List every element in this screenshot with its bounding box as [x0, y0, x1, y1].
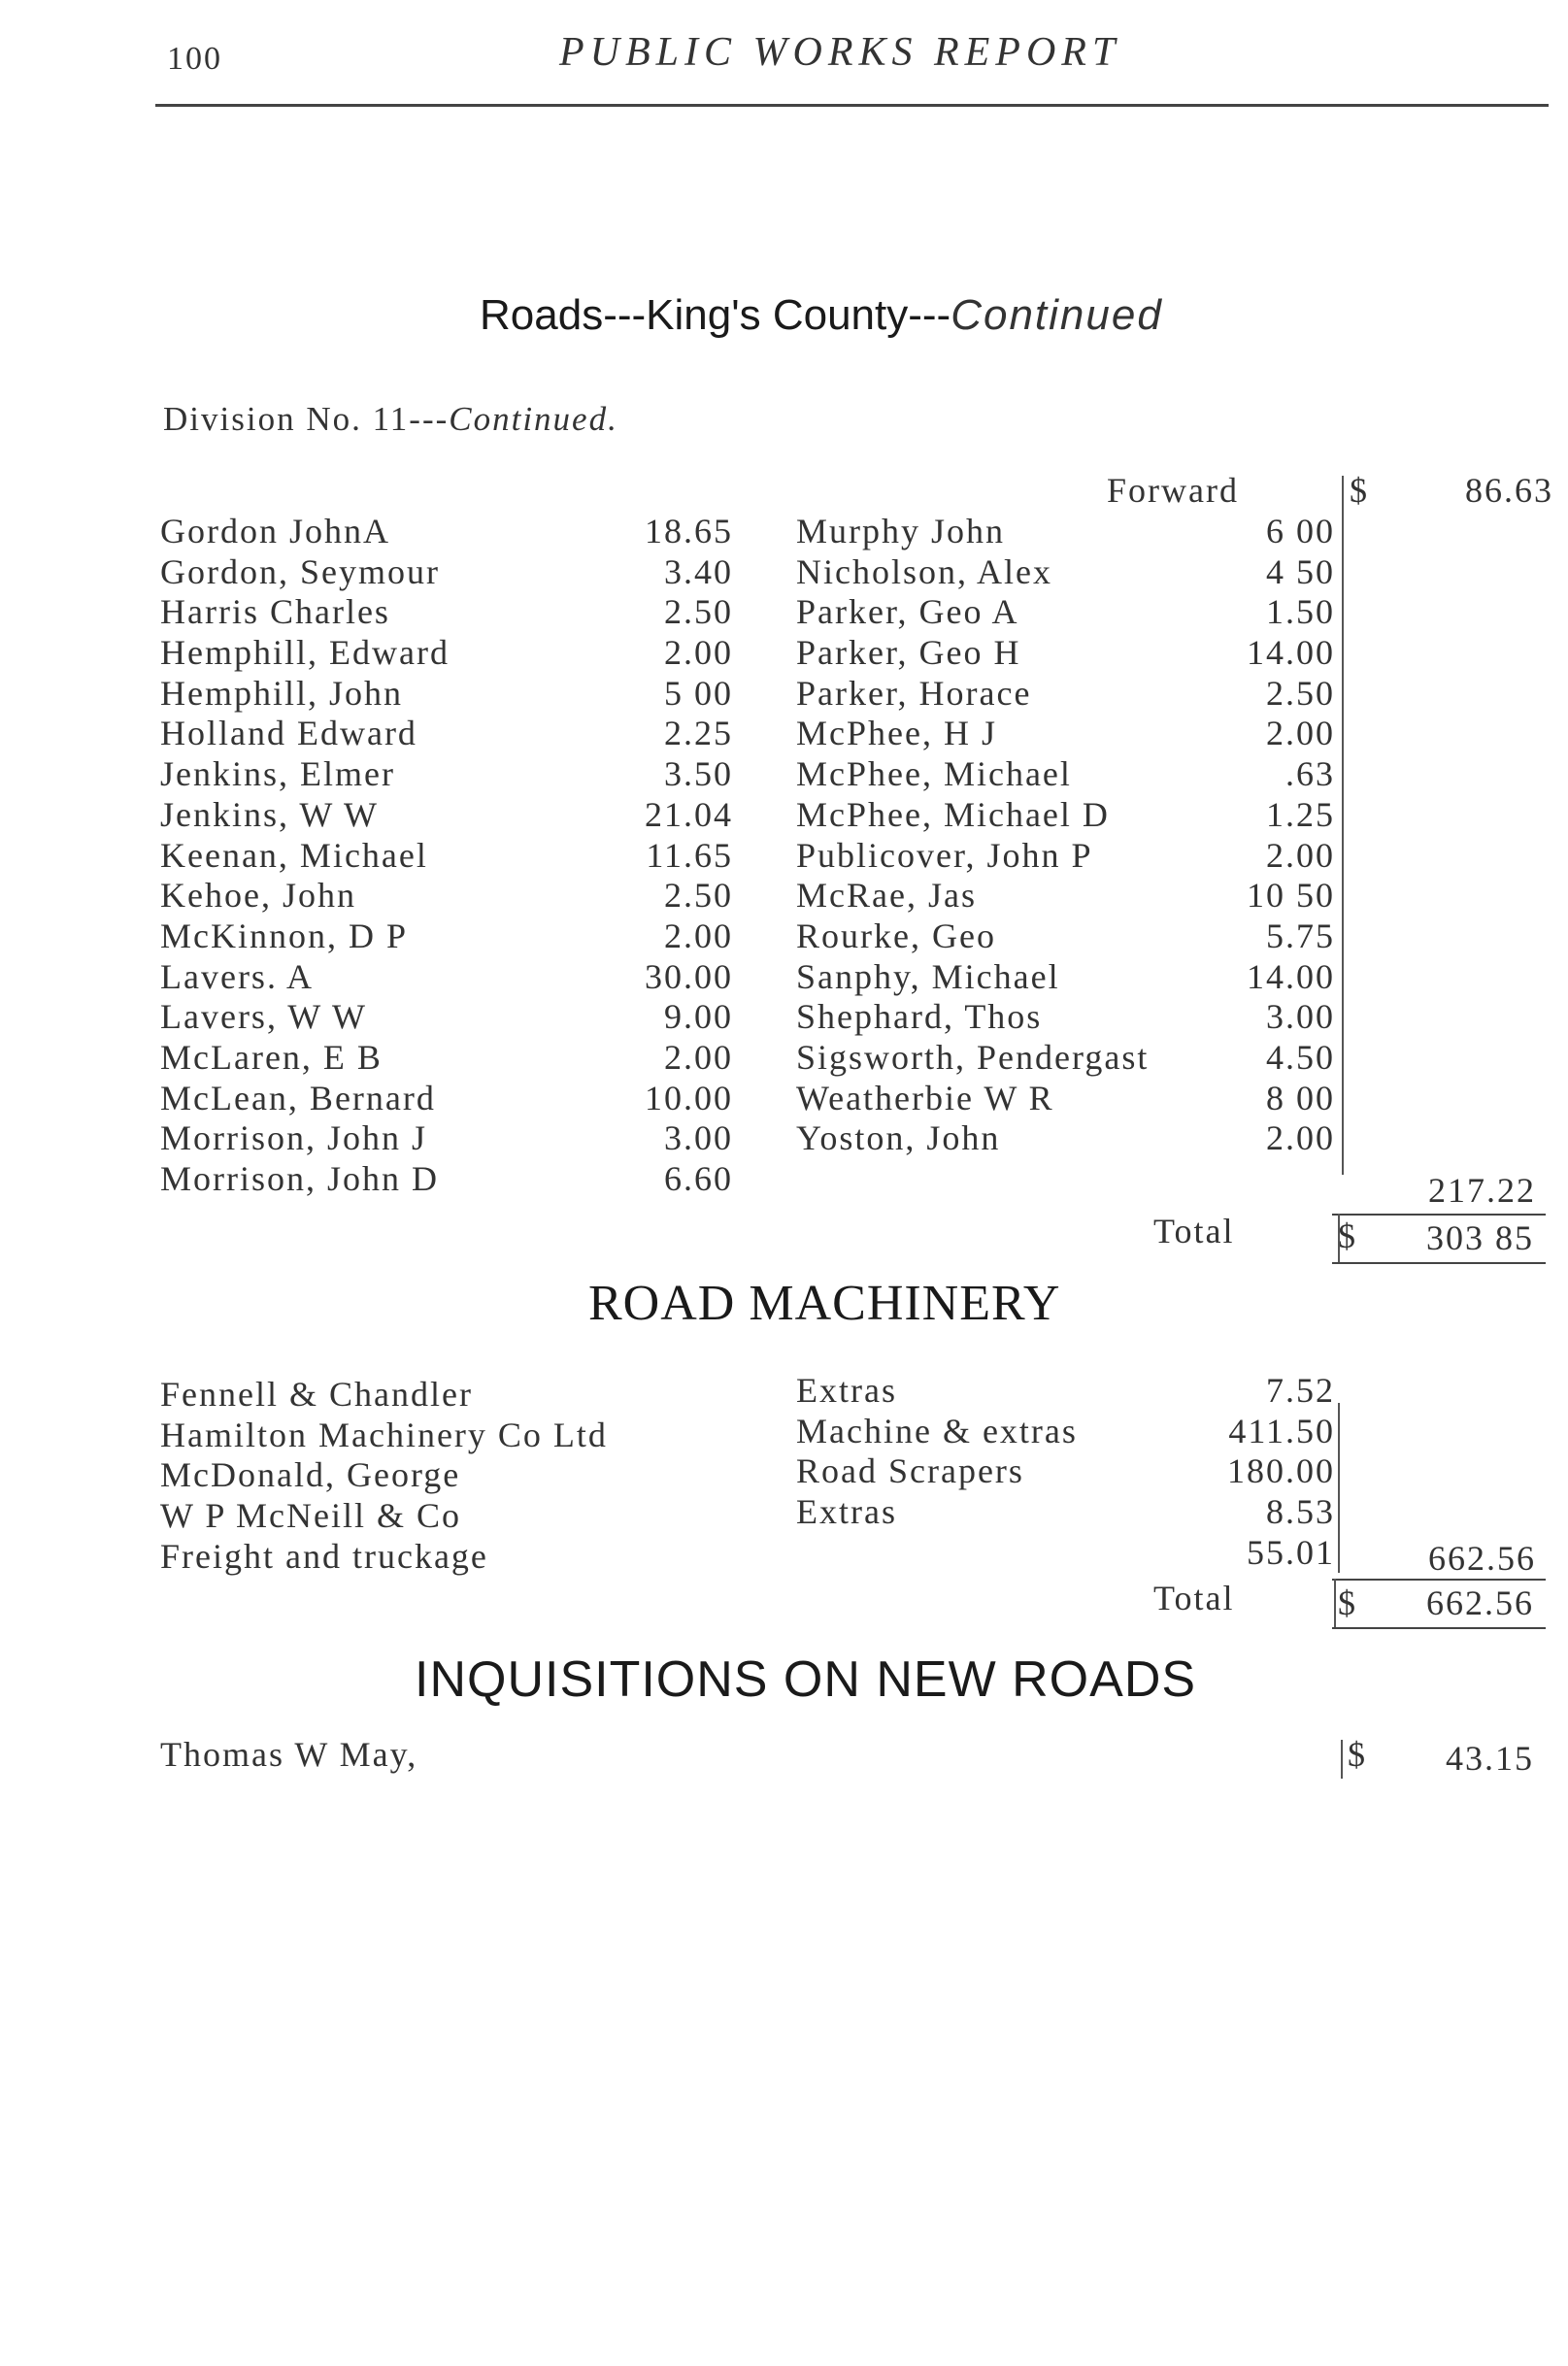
left-entry-name: Morrison, John D	[160, 1159, 440, 1198]
left-entry	[160, 754, 733, 795]
right-entry-amount: 3.00	[1266, 997, 1335, 1037]
right-entry-amount: 4 50	[1266, 551, 1335, 591]
left-entry-name: Hemphill, John	[160, 673, 403, 713]
right-entry	[796, 512, 1335, 552]
machinery-item	[796, 1371, 1335, 1412]
right-entry-name: Yoston, John	[796, 1118, 1001, 1158]
right-entry	[796, 592, 1335, 633]
forward-amount: 86.63	[1465, 471, 1553, 510]
left-entry-name: Jenkins, Elmer	[160, 754, 395, 794]
right-entry	[796, 1038, 1335, 1079]
right-entry-name: Parker, Geo A	[796, 592, 1019, 632]
right-entry-name: McPhee, Michael D	[796, 794, 1110, 834]
division-label	[163, 400, 618, 439]
right-entry	[796, 674, 1335, 715]
left-entry-amount: 6.60	[664, 1159, 733, 1198]
left-entry-amount: 9.00	[664, 997, 733, 1037]
machinery-item-amount: 8.53	[1266, 1492, 1335, 1532]
left-entry	[160, 916, 733, 957]
machinery-item	[796, 1492, 1335, 1533]
road-machinery-vendors	[160, 1375, 743, 1577]
machinery-item-name: Extras	[796, 1371, 897, 1410]
left-entry-amount: 5 00	[664, 673, 733, 713]
right-entry-name: Publicover, John P	[796, 835, 1093, 875]
inquisitions-dollar: $	[1348, 1735, 1367, 1774]
road-machinery-total-dollar: $	[1338, 1583, 1357, 1622]
section-title	[480, 291, 1163, 340]
machinery-subtotal-rule	[1332, 1579, 1546, 1581]
machinery-vendor-name: McDonald, George	[160, 1455, 461, 1495]
left-entry-amount: 2.00	[664, 916, 733, 955]
left-entry	[160, 876, 733, 916]
section-title-continued: Continued	[951, 291, 1163, 339]
right-entry-name: McPhee, Michael	[796, 754, 1072, 794]
left-entry-amount: 30.00	[645, 956, 733, 996]
machinery-item-amount: 411.50	[1228, 1411, 1335, 1450]
left-entry-name: Kehoe, John	[160, 876, 356, 916]
right-entry	[796, 552, 1335, 593]
right-entry-name: McPhee, H J	[796, 714, 997, 753]
left-entry	[160, 997, 733, 1038]
machinery-item-name: Extras	[796, 1492, 897, 1532]
right-entry-amount: 14.00	[1247, 633, 1335, 673]
left-entry-amount: 3.40	[664, 551, 733, 591]
left-entry-name: McLean, Bernard	[160, 1078, 436, 1117]
left-entry	[160, 512, 733, 552]
left-entry	[160, 1118, 733, 1159]
right-entry-name: Sigsworth, Pendergast	[796, 1037, 1150, 1077]
machinery-amount-rule	[1338, 1403, 1340, 1573]
left-entry	[160, 552, 733, 593]
inquisitions-amount: 43.15	[1446, 1739, 1534, 1778]
right-entry-amount: 1.50	[1266, 592, 1335, 632]
road-machinery-items	[796, 1371, 1335, 1573]
right-entry-amount: 2.00	[1266, 835, 1335, 875]
inquisitions-name: Thomas W May,	[160, 1735, 418, 1774]
left-entry-name: Holland Edward	[160, 714, 417, 753]
left-entry-name: Hemphill, Edward	[160, 633, 450, 673]
right-entry-name: Rourke, Geo	[796, 916, 996, 955]
division-total-amount: 303 85	[1426, 1218, 1534, 1257]
division-subtotal: 217.22	[1428, 1171, 1536, 1210]
subtotal-rule	[1332, 1214, 1546, 1216]
right-entry-amount: 2.00	[1266, 1118, 1335, 1158]
road-machinery-total-amount: 662.56	[1426, 1583, 1534, 1622]
right-entry	[796, 754, 1335, 795]
right-entry	[796, 916, 1335, 957]
machinery-vendor	[160, 1455, 743, 1496]
left-entry-name: Gordon, Seymour	[160, 551, 440, 591]
machinery-vendor	[160, 1496, 743, 1537]
machinery-total-rule-vertical	[1334, 1579, 1336, 1627]
machinery-item	[796, 1412, 1335, 1452]
left-entry-name: Jenkins, W W	[160, 794, 380, 834]
right-entry	[796, 836, 1335, 877]
right-entry-amount: 14.00	[1247, 956, 1335, 996]
section-title-main: Roads---King's County---	[480, 291, 951, 339]
right-entry-amount: 2.50	[1266, 673, 1335, 713]
left-entry	[160, 957, 733, 998]
machinery-item	[796, 1533, 1335, 1574]
machinery-item-name: Machine & extras	[796, 1411, 1078, 1450]
machinery-vendor	[160, 1537, 743, 1578]
left-entry-list	[160, 512, 733, 1200]
right-entry-amount: 10 50	[1247, 876, 1335, 916]
right-entry-amount: 6 00	[1266, 512, 1335, 550]
right-entry-amount: 8 00	[1266, 1078, 1335, 1117]
machinery-vendor	[160, 1416, 743, 1456]
left-entry-name: Lavers, W W	[160, 997, 367, 1037]
left-entry-amount: 2.00	[664, 633, 733, 673]
inquisitions-rule	[1341, 1740, 1343, 1779]
right-entry	[796, 633, 1335, 674]
machinery-item-amount: 180.00	[1227, 1451, 1335, 1491]
machinery-vendor-name: Fennell & Chandler	[160, 1375, 473, 1414]
right-entry-name: Sanphy, Michael	[796, 956, 1060, 996]
right-entry	[796, 957, 1335, 998]
left-entry	[160, 674, 733, 715]
amount-column-rule	[1342, 476, 1344, 1175]
machinery-item-name: Road Scrapers	[796, 1451, 1024, 1491]
left-entry-name: Harris Charles	[160, 592, 390, 632]
right-entry-amount: 2.00	[1266, 714, 1335, 753]
right-entry-name: Nicholson, Alex	[796, 551, 1052, 591]
left-entry-amount: 2.25	[664, 714, 733, 753]
right-entry	[796, 1079, 1335, 1119]
left-entry-amount: 3.50	[664, 754, 733, 794]
machinery-item-amount: 7.52	[1266, 1371, 1335, 1410]
left-entry	[160, 795, 733, 836]
right-entry-amount: 5.75	[1266, 916, 1335, 955]
page-number: 100	[167, 41, 222, 77]
right-entry-name: Parker, Geo H	[796, 633, 1021, 673]
machinery-vendor-name: Freight and truckage	[160, 1536, 488, 1576]
right-entry-amount: .63	[1285, 754, 1335, 794]
left-entry-name: Keenan, Michael	[160, 835, 428, 875]
machinery-vendor-name: W P McNeill & Co	[160, 1496, 461, 1536]
left-entry-amount: 11.65	[646, 835, 733, 875]
right-entry	[796, 714, 1335, 754]
left-entry	[160, 1038, 733, 1079]
road-machinery-total-label: Total	[1153, 1579, 1235, 1617]
header-rule	[155, 104, 1549, 107]
right-entry-name: Shephard, Thos	[796, 997, 1043, 1037]
division-continued: Continued.	[449, 400, 618, 438]
road-machinery-heading: ROAD MACHINERY	[588, 1276, 1061, 1331]
running-title: PUBLIC WORKS REPORT	[559, 30, 1121, 75]
left-entry	[160, 1159, 733, 1200]
left-entry	[160, 592, 733, 633]
machinery-item-amount: 55.01	[1247, 1532, 1335, 1572]
left-entry-amount: 10.00	[645, 1078, 733, 1117]
road-machinery-subtotal: 662.56	[1428, 1539, 1536, 1578]
forward-dollar: $	[1350, 471, 1369, 510]
right-entry	[796, 997, 1335, 1038]
machinery-vendor	[160, 1375, 743, 1416]
total-rule-vertical	[1338, 1214, 1340, 1262]
right-entry-amount: 1.25	[1266, 794, 1335, 834]
inquisitions-heading: INQUISITIONS ON NEW ROADS	[415, 1651, 1197, 1708]
forward-label: Forward	[1107, 471, 1239, 510]
machinery-total-rule	[1332, 1627, 1546, 1629]
right-entry-list	[796, 512, 1335, 1159]
machinery-item	[796, 1451, 1335, 1492]
left-entry-name: McKinnon, D P	[160, 916, 409, 955]
left-entry-amount: 2.50	[664, 592, 733, 632]
right-entry-name: Weatherbie W R	[796, 1078, 1054, 1117]
left-entry	[160, 1079, 733, 1119]
left-entry-amount: 18.65	[645, 512, 733, 550]
right-entry-name: Murphy John	[796, 512, 1006, 550]
division-total-label: Total	[1153, 1212, 1235, 1250]
left-entry	[160, 714, 733, 754]
left-entry-name: Morrison, John J	[160, 1118, 428, 1158]
total-rule	[1332, 1262, 1546, 1264]
right-entry	[796, 795, 1335, 836]
left-entry	[160, 633, 733, 674]
right-entry-name: McRae, Jas	[796, 876, 977, 916]
right-entry	[796, 1118, 1335, 1159]
division-total-dollar: $	[1338, 1216, 1357, 1255]
left-entry-name: McLaren, E B	[160, 1037, 383, 1077]
machinery-vendor-name: Hamilton Machinery Co Ltd	[160, 1415, 608, 1454]
left-entry	[160, 836, 733, 877]
right-entry	[796, 876, 1335, 916]
left-entry-name: Gordon JohnA	[160, 512, 390, 550]
left-entry-amount: 2.00	[664, 1037, 733, 1077]
left-entry-amount: 3.00	[664, 1118, 733, 1158]
left-entry-name: Lavers. A	[160, 956, 314, 996]
right-entry-name: Parker, Horace	[796, 673, 1032, 713]
right-entry-amount: 4.50	[1266, 1037, 1335, 1077]
division-name: Division No. 11---	[163, 400, 450, 438]
left-entry-amount: 21.04	[645, 794, 733, 834]
left-entry-amount: 2.50	[664, 876, 733, 916]
